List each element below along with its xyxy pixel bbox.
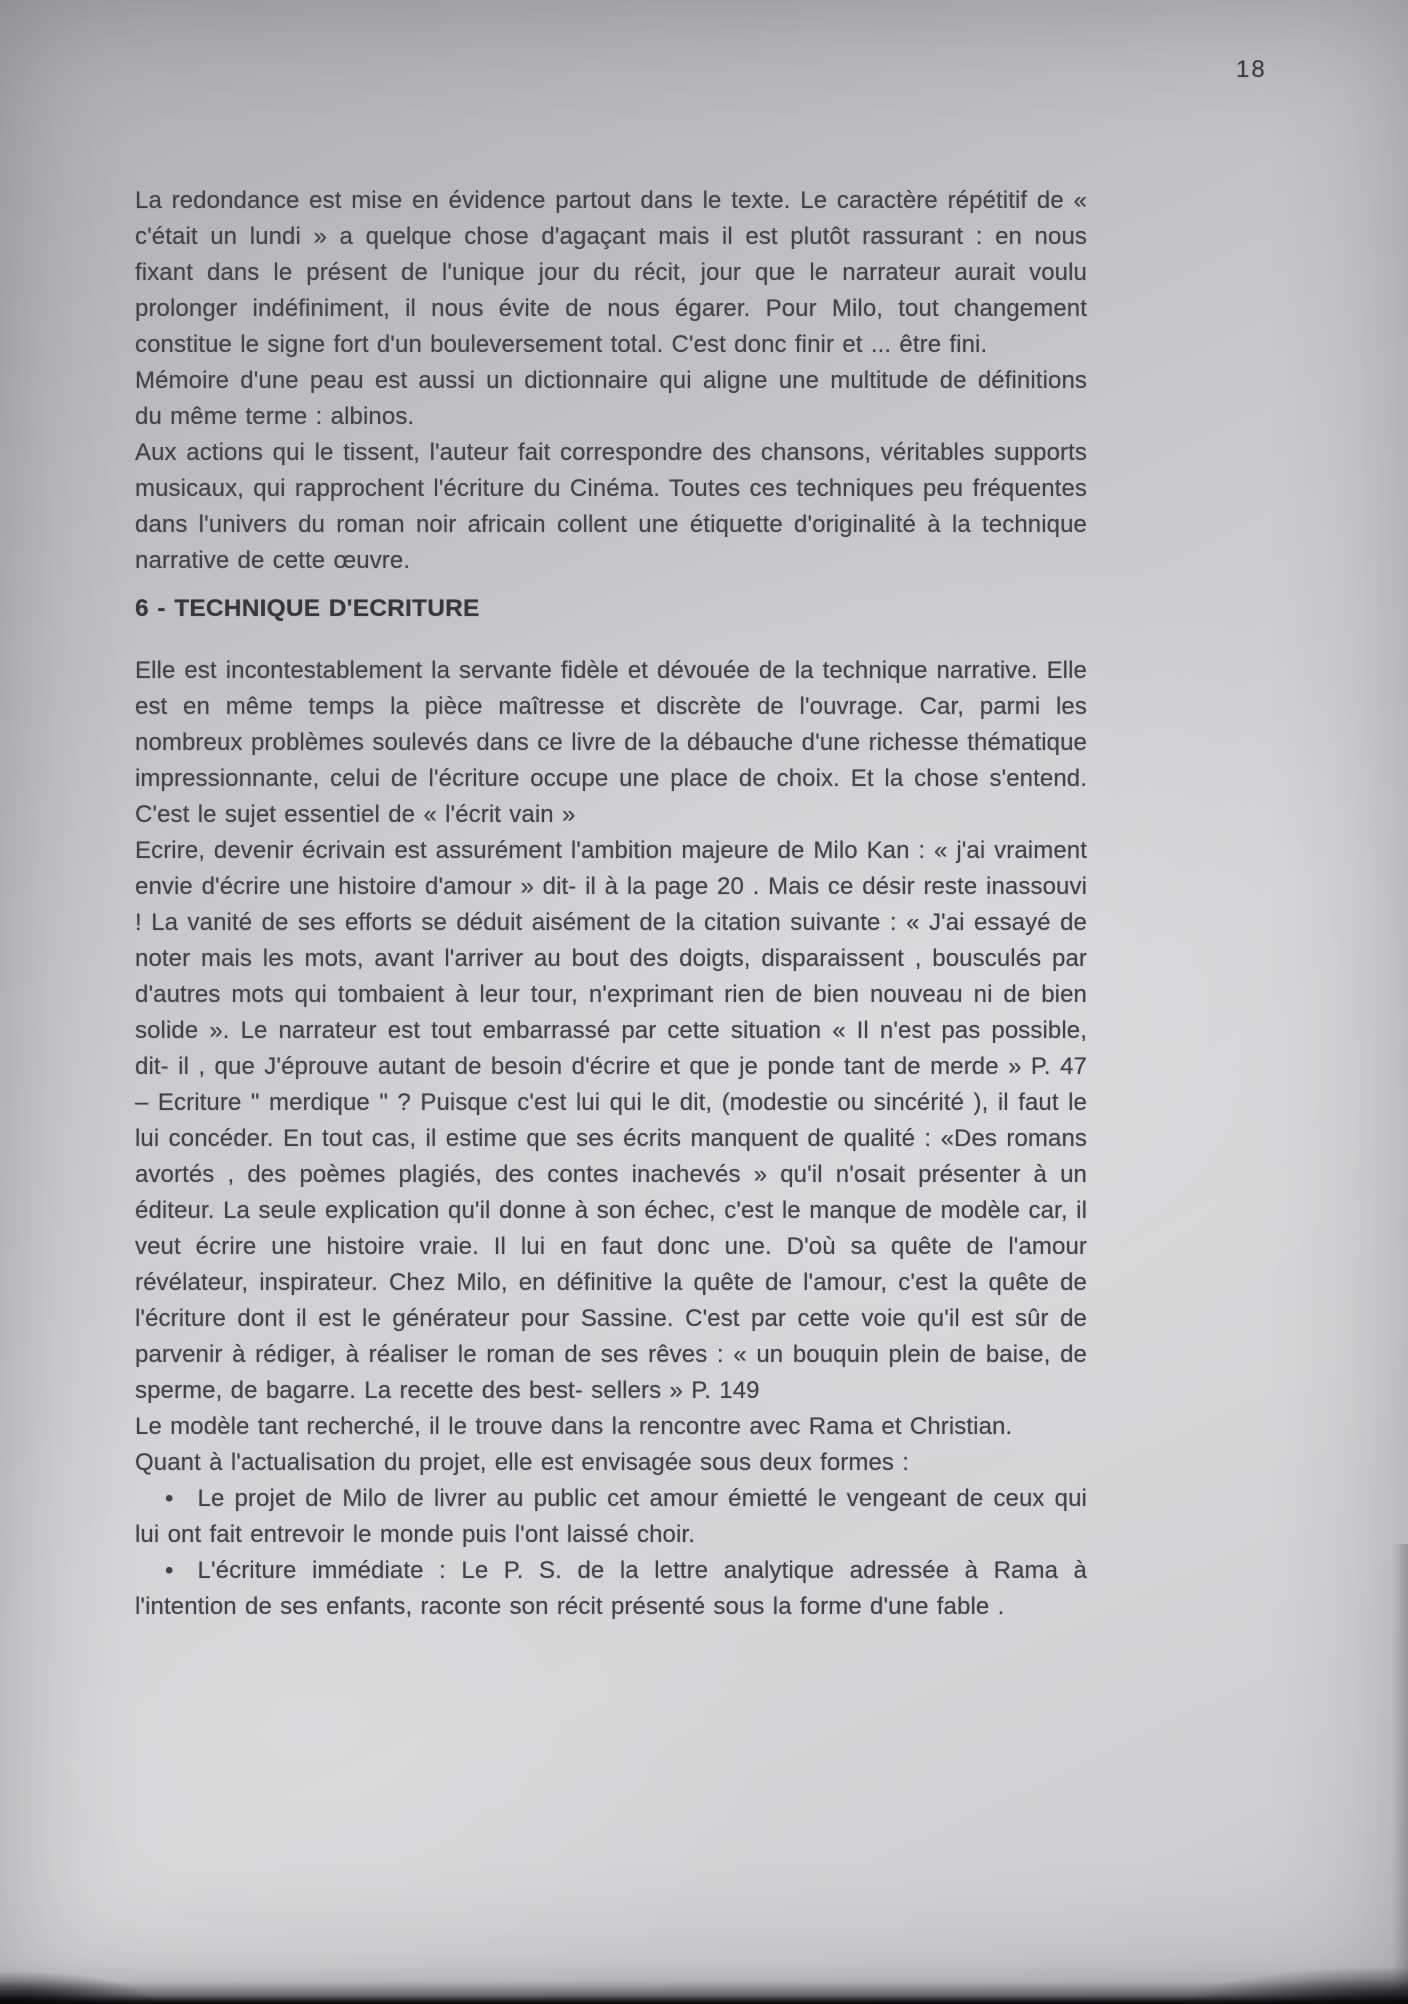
paragraph-redondance: La redondance est mise en évidence partout dans le texte. Le caractère répétitif de « c'était un lundi » a quelque chose d'agaçant mais il est plutôt rassurant : en nous fixant dans le présent de l'unique jour du récit, jour que le narrateur aurait voulu prolonger indéfiniment, il nous évite de nous égarer. Pour Milo, tout changement constitue le signe fort d'un bouleversement total. C'est donc finir et ... être fini.: [135, 187, 1087, 358]
paragraph-quant-a: Quant à l'actualisation du projet, elle est envisagée sous deux formes :: [135, 1449, 910, 1476]
paragraph-memoire-peau: Mémoire d'une peau est aussi un dictionnaire qui aligne une multitude de définitions du même terme : albinos.: [135, 367, 1087, 430]
scan-bottom-shadow: [0, 1962, 1408, 2004]
paragraph-elle-est: Elle est incontestablement la servante fidèle et dévouée de la technique narrative. Elle est en même temps la pièce maîtresse et discrète de l'ouvrage. Car, parmi les nombreux problèmes soulevés dans ce livre de la débauche d'une richesse thématique impressionnante, celui de l'écriture occupe une place de choix. Et la chose s'entend. C'est le sujet essentiel de « l'écrit vain »: [135, 657, 1087, 828]
scan-right-shadow: [1392, 1544, 1408, 2004]
bullet-item-ecriture-immediate: • L'écriture immédiate : Le P. S. de la lettre analytique adressée à Rama à l'intention de ses enfants, raconte son récit présenté sous la forme d'une fable .: [135, 1553, 1087, 1625]
document-body: [135, 183, 1087, 1625]
page-number: 18: [1236, 56, 1267, 83]
paragraph-ecrire-devenir: Ecrire, devenir écrivain est assurément l'ambition majeure de Milo Kan : « j'ai vraiment envie d'écrire une histoire d'amour » dit- il à la page 20 . Mais ce désir reste inassouvi ! La vanité de ses efforts se déduit aisément de la citation suivante : « J'ai essayé de noter mais les mots, avant l'arriver au bout des doigts, disparaissent , bousculés par d'autres mots qui tombaient à leur tour, n'exprimant rien de bien nouveau ni de bien solide ». Le narrateur est tout embarrassé par cette situation « Il n'est pas possible, dit- il , que J'éprouve autant de besoin d'écrire et que je ponde tant de merde » P. 47 – Ecriture " merdique " ? Puisque c'est lui qui le dit, (modestie ou sincérité ), il faut le lui concéder. En tout cas, il estime que ses écrits manquent de qualité : «Des romans avortés , des poèmes plagiés, des contes inachevés » qu'il n'osait présenter à un éditeur. La seule explication qu'il donne à son échec, c'est le manque de modèle car, il veut écrire une histoire vraie. Il lui en faut donc une. D'où sa quête de l'amour révélateur, inspirateur. Chez Milo, en définitive la quête de l'amour, c'est la quête de l'écriture dont il est le générateur pour Sassine. C'est par cette voie qu'il est sûr de parvenir à rédiger, à réaliser le roman de ses rêves : « un bouquin plein de baise, de sperme, de bagarre. La recette des best- sellers » P. 149: [135, 837, 1087, 1404]
section-heading-technique-ecriture: 6 - TECHNIQUE D'ECRITURE: [135, 595, 480, 622]
paragraph-le-modele: Le modèle tant recherché, il le trouve dans la rencontre avec Rama et Christian.: [135, 1413, 1013, 1440]
bullet-item-projet-milo: • Le projet de Milo de livrer au public cet amour émietté le vengeant de ceux qui lui ont fait entrevoir le monde puis l'ont laissé choir.: [135, 1481, 1087, 1553]
paragraph-aux-actions: Aux actions qui le tissent, l'auteur fait correspondre des chansons, véritables supports musicaux, qui rapprochent l'écriture du Cinéma. Toutes ces techniques peu fréquentes dans l'univers du roman noir africain collent une étiquette d'originalité à la technique narrative de cette œuvre.: [135, 439, 1087, 574]
